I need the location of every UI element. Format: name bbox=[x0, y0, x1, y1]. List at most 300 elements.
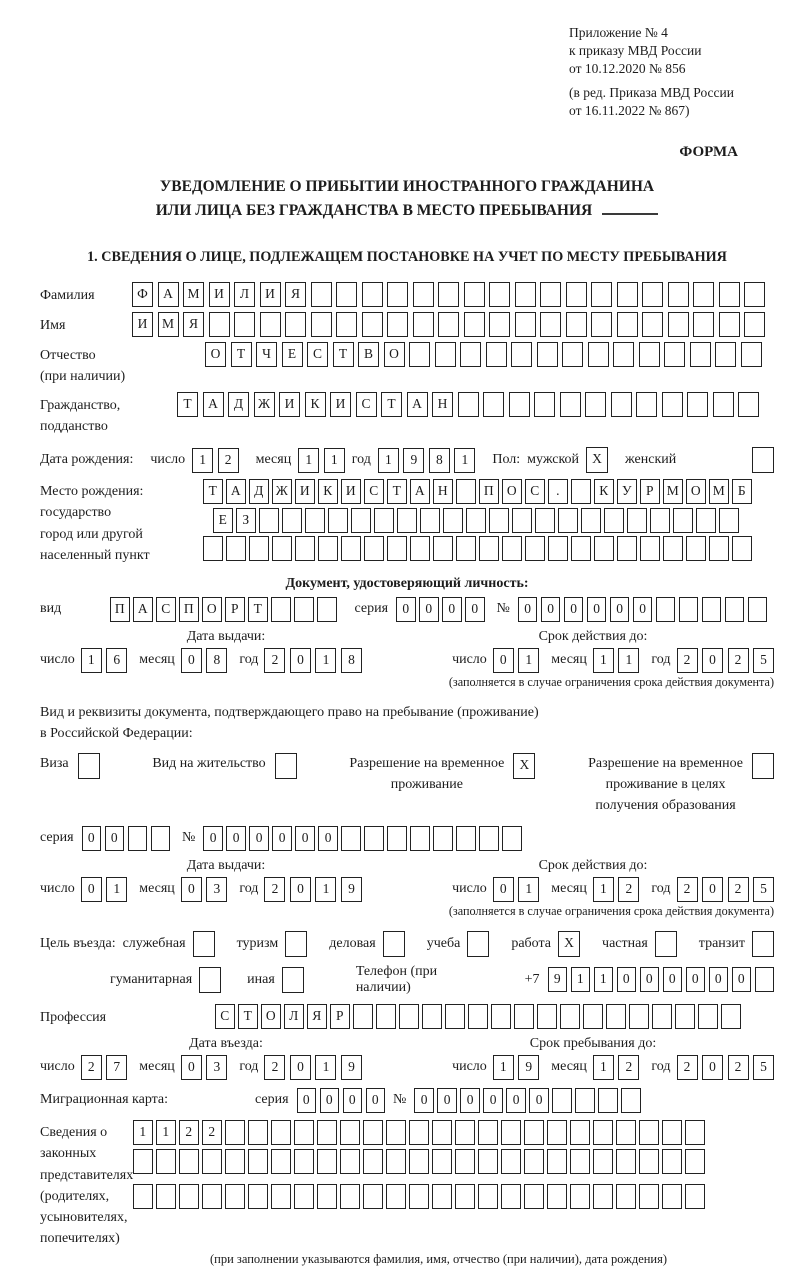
char-cell[interactable]: 1 bbox=[518, 877, 539, 902]
doc-kind-cells[interactable] bbox=[110, 597, 337, 622]
char-cell[interactable]: 0 bbox=[320, 1088, 340, 1113]
identity-valid-year[interactable] bbox=[677, 648, 775, 673]
char-cell[interactable]: И bbox=[341, 479, 361, 504]
char-cell[interactable]: П bbox=[179, 597, 199, 622]
purpose-study-checkbox[interactable] bbox=[467, 931, 489, 957]
char-cell[interactable] bbox=[501, 1184, 521, 1209]
char-cell[interactable]: 1 bbox=[378, 448, 399, 473]
char-cell[interactable] bbox=[548, 536, 568, 561]
char-cell[interactable] bbox=[616, 1184, 636, 1209]
char-cell[interactable] bbox=[282, 508, 302, 533]
char-cell[interactable] bbox=[571, 536, 591, 561]
char-cell[interactable] bbox=[583, 1004, 603, 1029]
char-cell[interactable]: М bbox=[158, 312, 179, 337]
char-cell[interactable] bbox=[693, 282, 714, 307]
char-cell[interactable] bbox=[271, 597, 291, 622]
char-cell[interactable] bbox=[458, 392, 479, 417]
char-cell[interactable] bbox=[433, 536, 453, 561]
char-cell[interactable] bbox=[662, 1149, 682, 1174]
char-cell[interactable]: 1 bbox=[571, 967, 591, 992]
char-cell[interactable] bbox=[413, 312, 434, 337]
char-cell[interactable]: 2 bbox=[264, 877, 285, 902]
char-cell[interactable]: 1 bbox=[298, 448, 319, 473]
char-cell[interactable]: 1 bbox=[315, 1055, 336, 1080]
char-cell[interactable]: Т bbox=[238, 1004, 258, 1029]
char-cell[interactable]: 2 bbox=[677, 1055, 698, 1080]
char-cell[interactable] bbox=[719, 282, 740, 307]
char-cell[interactable]: 0 bbox=[541, 597, 561, 622]
stay-month[interactable] bbox=[593, 1055, 640, 1080]
char-cell[interactable] bbox=[501, 1149, 521, 1174]
char-cell[interactable] bbox=[639, 1120, 659, 1145]
char-cell[interactable] bbox=[581, 508, 601, 533]
char-cell[interactable] bbox=[420, 508, 440, 533]
char-cell[interactable] bbox=[383, 931, 405, 957]
char-cell[interactable] bbox=[687, 392, 708, 417]
char-cell[interactable] bbox=[133, 1149, 153, 1174]
char-cell[interactable] bbox=[386, 1184, 406, 1209]
char-cell[interactable] bbox=[562, 342, 583, 367]
char-cell[interactable] bbox=[386, 1120, 406, 1145]
char-cell[interactable] bbox=[294, 1149, 314, 1174]
char-cell[interactable] bbox=[511, 342, 532, 367]
char-cell[interactable]: 0 bbox=[702, 648, 723, 673]
char-cell[interactable] bbox=[317, 1184, 337, 1209]
char-cell[interactable]: 2 bbox=[728, 1055, 749, 1080]
residence-permit-checkbox[interactable] bbox=[275, 753, 297, 779]
char-cell[interactable] bbox=[133, 1184, 153, 1209]
char-cell[interactable] bbox=[479, 826, 499, 851]
char-cell[interactable]: 9 bbox=[518, 1055, 539, 1080]
char-cell[interactable] bbox=[410, 826, 430, 851]
char-cell[interactable] bbox=[435, 342, 456, 367]
char-cell[interactable] bbox=[570, 1149, 590, 1174]
char-cell[interactable] bbox=[275, 753, 297, 779]
char-cell[interactable] bbox=[464, 312, 485, 337]
char-cell[interactable] bbox=[593, 1149, 613, 1174]
char-cell[interactable]: А bbox=[158, 282, 179, 307]
char-cell[interactable] bbox=[571, 479, 591, 504]
char-cell[interactable] bbox=[156, 1184, 176, 1209]
char-cell[interactable]: О bbox=[384, 342, 405, 367]
char-cell[interactable] bbox=[662, 392, 683, 417]
representatives-row1-cells[interactable] bbox=[133, 1120, 705, 1145]
char-cell[interactable] bbox=[387, 282, 408, 307]
char-cell[interactable] bbox=[501, 1120, 521, 1145]
char-cell[interactable] bbox=[690, 342, 711, 367]
birth-place-row1-cells[interactable] bbox=[203, 479, 752, 504]
char-cell[interactable] bbox=[374, 508, 394, 533]
char-cell[interactable] bbox=[575, 1088, 595, 1113]
char-cell[interactable]: 2 bbox=[728, 648, 749, 673]
identity-issue-day[interactable] bbox=[81, 648, 128, 673]
char-cell[interactable]: 8 bbox=[341, 648, 362, 673]
char-cell[interactable] bbox=[376, 1004, 396, 1029]
char-cell[interactable]: 0 bbox=[81, 877, 102, 902]
char-cell[interactable] bbox=[248, 1120, 268, 1145]
char-cell[interactable]: 0 bbox=[181, 648, 202, 673]
representatives-row3-cells[interactable] bbox=[133, 1184, 705, 1209]
char-cell[interactable]: У bbox=[617, 479, 637, 504]
char-cell[interactable] bbox=[438, 282, 459, 307]
char-cell[interactable] bbox=[668, 312, 689, 337]
char-cell[interactable]: Т bbox=[333, 342, 354, 367]
char-cell[interactable]: 0 bbox=[290, 1055, 311, 1080]
stay-day[interactable] bbox=[493, 1055, 540, 1080]
char-cell[interactable] bbox=[285, 931, 307, 957]
char-cell[interactable] bbox=[509, 392, 530, 417]
char-cell[interactable]: З bbox=[236, 508, 256, 533]
char-cell[interactable] bbox=[455, 1120, 475, 1145]
char-cell[interactable]: П bbox=[479, 479, 499, 504]
birth-month-cells[interactable] bbox=[298, 448, 345, 473]
purpose-official-checkbox[interactable] bbox=[193, 931, 215, 957]
char-cell[interactable] bbox=[387, 536, 407, 561]
char-cell[interactable]: А bbox=[410, 479, 430, 504]
char-cell[interactable]: 0 bbox=[105, 826, 125, 851]
char-cell[interactable]: 0 bbox=[493, 648, 514, 673]
char-cell[interactable] bbox=[340, 1184, 360, 1209]
char-cell[interactable]: 0 bbox=[343, 1088, 363, 1113]
char-cell[interactable] bbox=[502, 826, 522, 851]
char-cell[interactable] bbox=[271, 1120, 291, 1145]
char-cell[interactable] bbox=[685, 1149, 705, 1174]
char-cell[interactable] bbox=[311, 312, 332, 337]
char-cell[interactable]: И bbox=[132, 312, 153, 337]
char-cell[interactable] bbox=[673, 508, 693, 533]
char-cell[interactable]: 0 bbox=[518, 597, 538, 622]
stay-year[interactable] bbox=[677, 1055, 775, 1080]
char-cell[interactable] bbox=[409, 342, 430, 367]
char-cell[interactable] bbox=[744, 282, 765, 307]
char-cell[interactable] bbox=[483, 392, 504, 417]
char-cell[interactable] bbox=[642, 312, 663, 337]
char-cell[interactable] bbox=[725, 597, 745, 622]
char-cell[interactable] bbox=[464, 282, 485, 307]
char-cell[interactable] bbox=[721, 1004, 741, 1029]
char-cell[interactable] bbox=[686, 536, 706, 561]
char-cell[interactable] bbox=[617, 312, 638, 337]
char-cell[interactable]: Т bbox=[203, 479, 223, 504]
char-cell[interactable] bbox=[547, 1184, 567, 1209]
purpose-tourism-checkbox[interactable] bbox=[285, 931, 307, 957]
residence-valid-month[interactable] bbox=[593, 877, 640, 902]
char-cell[interactable] bbox=[285, 312, 306, 337]
char-cell[interactable]: 5 bbox=[753, 648, 774, 673]
char-cell[interactable]: Т bbox=[387, 479, 407, 504]
char-cell[interactable] bbox=[193, 931, 215, 957]
purpose-business-checkbox[interactable] bbox=[383, 931, 405, 957]
char-cell[interactable]: 0 bbox=[709, 967, 729, 992]
char-cell[interactable] bbox=[151, 826, 171, 851]
char-cell[interactable] bbox=[179, 1149, 199, 1174]
char-cell[interactable] bbox=[668, 282, 689, 307]
char-cell[interactable] bbox=[260, 312, 281, 337]
char-cell[interactable] bbox=[387, 312, 408, 337]
char-cell[interactable] bbox=[540, 312, 561, 337]
char-cell[interactable] bbox=[752, 931, 774, 957]
char-cell[interactable]: 0 bbox=[82, 826, 102, 851]
char-cell[interactable]: 2 bbox=[618, 877, 639, 902]
char-cell[interactable]: . bbox=[548, 479, 568, 504]
char-cell[interactable] bbox=[317, 597, 337, 622]
residence-issue-year[interactable] bbox=[264, 877, 362, 902]
char-cell[interactable] bbox=[593, 1184, 613, 1209]
char-cell[interactable] bbox=[468, 1004, 488, 1029]
char-cell[interactable] bbox=[128, 826, 148, 851]
char-cell[interactable]: 0 bbox=[465, 597, 485, 622]
char-cell[interactable] bbox=[363, 1149, 383, 1174]
char-cell[interactable] bbox=[248, 1184, 268, 1209]
char-cell[interactable] bbox=[387, 826, 407, 851]
char-cell[interactable]: 1 bbox=[324, 448, 345, 473]
char-cell[interactable] bbox=[639, 342, 660, 367]
char-cell[interactable] bbox=[713, 392, 734, 417]
char-cell[interactable] bbox=[662, 1184, 682, 1209]
char-cell[interactable] bbox=[422, 1004, 442, 1029]
char-cell[interactable] bbox=[535, 508, 555, 533]
char-cell[interactable]: Л bbox=[284, 1004, 304, 1029]
char-cell[interactable] bbox=[456, 479, 476, 504]
char-cell[interactable]: 0 bbox=[226, 826, 246, 851]
char-cell[interactable]: 2 bbox=[179, 1120, 199, 1145]
purpose-humanitarian-checkbox[interactable] bbox=[199, 967, 221, 993]
char-cell[interactable]: 0 bbox=[529, 1088, 549, 1113]
char-cell[interactable] bbox=[445, 1004, 465, 1029]
char-cell[interactable] bbox=[409, 1149, 429, 1174]
char-cell[interactable] bbox=[709, 536, 729, 561]
birth-place-row3-cells[interactable] bbox=[203, 536, 752, 561]
char-cell[interactable] bbox=[715, 342, 736, 367]
char-cell[interactable] bbox=[702, 597, 722, 622]
char-cell[interactable] bbox=[537, 1004, 557, 1029]
char-cell[interactable]: 0 bbox=[663, 967, 683, 992]
char-cell[interactable] bbox=[202, 1184, 222, 1209]
char-cell[interactable]: А bbox=[226, 479, 246, 504]
char-cell[interactable]: И bbox=[279, 392, 300, 417]
char-cell[interactable]: 0 bbox=[437, 1088, 457, 1113]
char-cell[interactable]: М bbox=[183, 282, 204, 307]
doc-number-cells[interactable] bbox=[518, 597, 768, 622]
residence-series-cells[interactable] bbox=[82, 826, 171, 851]
identity-issue-month[interactable] bbox=[181, 648, 228, 673]
char-cell[interactable]: Р bbox=[330, 1004, 350, 1029]
char-cell[interactable] bbox=[432, 1149, 452, 1174]
char-cell[interactable] bbox=[386, 1149, 406, 1174]
char-cell[interactable]: 1 bbox=[594, 967, 614, 992]
char-cell[interactable]: 0 bbox=[290, 877, 311, 902]
char-cell[interactable]: Т bbox=[231, 342, 252, 367]
char-cell[interactable]: 1 bbox=[156, 1120, 176, 1145]
char-cell[interactable]: 0 bbox=[460, 1088, 480, 1113]
char-cell[interactable]: А bbox=[203, 392, 224, 417]
char-cell[interactable]: О bbox=[502, 479, 522, 504]
char-cell[interactable]: А bbox=[133, 597, 153, 622]
char-cell[interactable]: 1 bbox=[454, 448, 475, 473]
char-cell[interactable] bbox=[317, 1149, 337, 1174]
char-cell[interactable]: И bbox=[295, 479, 315, 504]
residence-issue-month[interactable] bbox=[181, 877, 228, 902]
char-cell[interactable]: 1 bbox=[133, 1120, 153, 1145]
char-cell[interactable] bbox=[363, 1184, 383, 1209]
purpose-other-checkbox[interactable] bbox=[282, 967, 304, 993]
char-cell[interactable] bbox=[234, 312, 255, 337]
char-cell[interactable]: 1 bbox=[518, 648, 539, 673]
char-cell[interactable] bbox=[755, 967, 775, 992]
char-cell[interactable]: Б bbox=[732, 479, 752, 504]
char-cell[interactable]: 1 bbox=[493, 1055, 514, 1080]
char-cell[interactable]: 1 bbox=[315, 877, 336, 902]
char-cell[interactable] bbox=[489, 508, 509, 533]
char-cell[interactable]: Т bbox=[381, 392, 402, 417]
profession-cells[interactable] bbox=[215, 1004, 741, 1029]
char-cell[interactable]: П bbox=[110, 597, 130, 622]
phone-cells[interactable] bbox=[548, 967, 775, 992]
char-cell[interactable] bbox=[650, 508, 670, 533]
char-cell[interactable]: 1 bbox=[593, 877, 614, 902]
char-cell[interactable]: Д bbox=[228, 392, 249, 417]
char-cell[interactable]: Я bbox=[307, 1004, 327, 1029]
sex-female-checkbox[interactable] bbox=[752, 447, 774, 473]
residence-number-cells[interactable] bbox=[203, 826, 522, 851]
char-cell[interactable] bbox=[272, 536, 292, 561]
char-cell[interactable]: 9 bbox=[341, 1055, 362, 1080]
birth-place-row2-cells[interactable] bbox=[213, 508, 739, 533]
char-cell[interactable] bbox=[294, 597, 314, 622]
char-cell[interactable] bbox=[486, 342, 507, 367]
char-cell[interactable]: X bbox=[513, 753, 535, 779]
char-cell[interactable] bbox=[675, 1004, 695, 1029]
char-cell[interactable] bbox=[752, 753, 774, 779]
char-cell[interactable] bbox=[591, 312, 612, 337]
char-cell[interactable]: 2 bbox=[264, 648, 285, 673]
char-cell[interactable]: Р bbox=[640, 479, 660, 504]
char-cell[interactable] bbox=[752, 447, 774, 473]
char-cell[interactable] bbox=[611, 392, 632, 417]
char-cell[interactable] bbox=[249, 536, 269, 561]
char-cell[interactable]: 2 bbox=[728, 877, 749, 902]
char-cell[interactable] bbox=[336, 312, 357, 337]
char-cell[interactable] bbox=[512, 508, 532, 533]
char-cell[interactable] bbox=[585, 392, 606, 417]
visa-checkbox[interactable] bbox=[78, 753, 100, 779]
char-cell[interactable] bbox=[341, 826, 361, 851]
char-cell[interactable] bbox=[502, 536, 522, 561]
char-cell[interactable]: Т bbox=[248, 597, 268, 622]
char-cell[interactable] bbox=[179, 1184, 199, 1209]
residence-issue-day[interactable] bbox=[81, 877, 128, 902]
char-cell[interactable]: И bbox=[260, 282, 281, 307]
char-cell[interactable]: 0 bbox=[442, 597, 462, 622]
char-cell[interactable] bbox=[456, 826, 476, 851]
char-cell[interactable] bbox=[271, 1184, 291, 1209]
char-cell[interactable] bbox=[271, 1149, 291, 1174]
residence-valid-day[interactable] bbox=[493, 877, 540, 902]
char-cell[interactable] bbox=[225, 1120, 245, 1145]
char-cell[interactable]: 0 bbox=[249, 826, 269, 851]
char-cell[interactable]: Т bbox=[177, 392, 198, 417]
char-cell[interactable] bbox=[560, 1004, 580, 1029]
char-cell[interactable] bbox=[362, 312, 383, 337]
char-cell[interactable] bbox=[467, 931, 489, 957]
char-cell[interactable]: 0 bbox=[640, 967, 660, 992]
char-cell[interactable] bbox=[738, 392, 759, 417]
migration-series-cells[interactable] bbox=[297, 1088, 386, 1113]
char-cell[interactable]: И bbox=[209, 282, 230, 307]
char-cell[interactable] bbox=[433, 826, 453, 851]
char-cell[interactable]: 0 bbox=[587, 597, 607, 622]
char-cell[interactable] bbox=[460, 342, 481, 367]
birth-day-cells[interactable] bbox=[192, 448, 239, 473]
char-cell[interactable]: Ч bbox=[256, 342, 277, 367]
char-cell[interactable] bbox=[685, 1120, 705, 1145]
entry-month[interactable] bbox=[181, 1055, 228, 1080]
char-cell[interactable] bbox=[478, 1120, 498, 1145]
char-cell[interactable]: 1 bbox=[192, 448, 213, 473]
char-cell[interactable] bbox=[617, 536, 637, 561]
temp-residence-checkbox[interactable] bbox=[513, 753, 535, 779]
char-cell[interactable]: Е bbox=[213, 508, 233, 533]
sex-male-checkbox[interactable] bbox=[586, 447, 608, 473]
char-cell[interactable]: 1 bbox=[618, 648, 639, 673]
doc-series-cells[interactable] bbox=[396, 597, 485, 622]
char-cell[interactable] bbox=[78, 753, 100, 779]
char-cell[interactable] bbox=[552, 1088, 572, 1113]
char-cell[interactable] bbox=[156, 1149, 176, 1174]
char-cell[interactable]: О bbox=[261, 1004, 281, 1029]
char-cell[interactable] bbox=[566, 282, 587, 307]
char-cell[interactable]: 2 bbox=[264, 1055, 285, 1080]
char-cell[interactable] bbox=[456, 536, 476, 561]
char-cell[interactable] bbox=[305, 508, 325, 533]
char-cell[interactable] bbox=[537, 342, 558, 367]
firstname-cells[interactable] bbox=[132, 312, 765, 337]
char-cell[interactable] bbox=[489, 282, 510, 307]
residence-valid-year[interactable] bbox=[677, 877, 775, 902]
char-cell[interactable]: 0 bbox=[610, 597, 630, 622]
char-cell[interactable]: 0 bbox=[318, 826, 338, 851]
char-cell[interactable]: 2 bbox=[81, 1055, 102, 1080]
char-cell[interactable] bbox=[432, 1120, 452, 1145]
char-cell[interactable]: Ф bbox=[132, 282, 153, 307]
char-cell[interactable] bbox=[225, 1149, 245, 1174]
char-cell[interactable]: 2 bbox=[677, 877, 698, 902]
identity-issue-year[interactable] bbox=[264, 648, 362, 673]
char-cell[interactable] bbox=[410, 536, 430, 561]
char-cell[interactable] bbox=[642, 282, 663, 307]
purpose-private-checkbox[interactable] bbox=[655, 931, 677, 957]
char-cell[interactable]: Д bbox=[249, 479, 269, 504]
char-cell[interactable] bbox=[693, 312, 714, 337]
char-cell[interactable] bbox=[719, 312, 740, 337]
char-cell[interactable]: С bbox=[364, 479, 384, 504]
char-cell[interactable] bbox=[662, 1120, 682, 1145]
char-cell[interactable]: X bbox=[558, 931, 580, 957]
char-cell[interactable] bbox=[524, 1149, 544, 1174]
char-cell[interactable]: Р bbox=[225, 597, 245, 622]
char-cell[interactable] bbox=[413, 282, 434, 307]
char-cell[interactable]: Л bbox=[234, 282, 255, 307]
char-cell[interactable] bbox=[741, 342, 762, 367]
char-cell[interactable]: 5 bbox=[753, 1055, 774, 1080]
char-cell[interactable]: 0 bbox=[686, 967, 706, 992]
char-cell[interactable]: 9 bbox=[548, 967, 568, 992]
char-cell[interactable] bbox=[656, 597, 676, 622]
char-cell[interactable] bbox=[594, 536, 614, 561]
entry-day[interactable] bbox=[81, 1055, 128, 1080]
char-cell[interactable] bbox=[588, 342, 609, 367]
char-cell[interactable]: М bbox=[663, 479, 683, 504]
